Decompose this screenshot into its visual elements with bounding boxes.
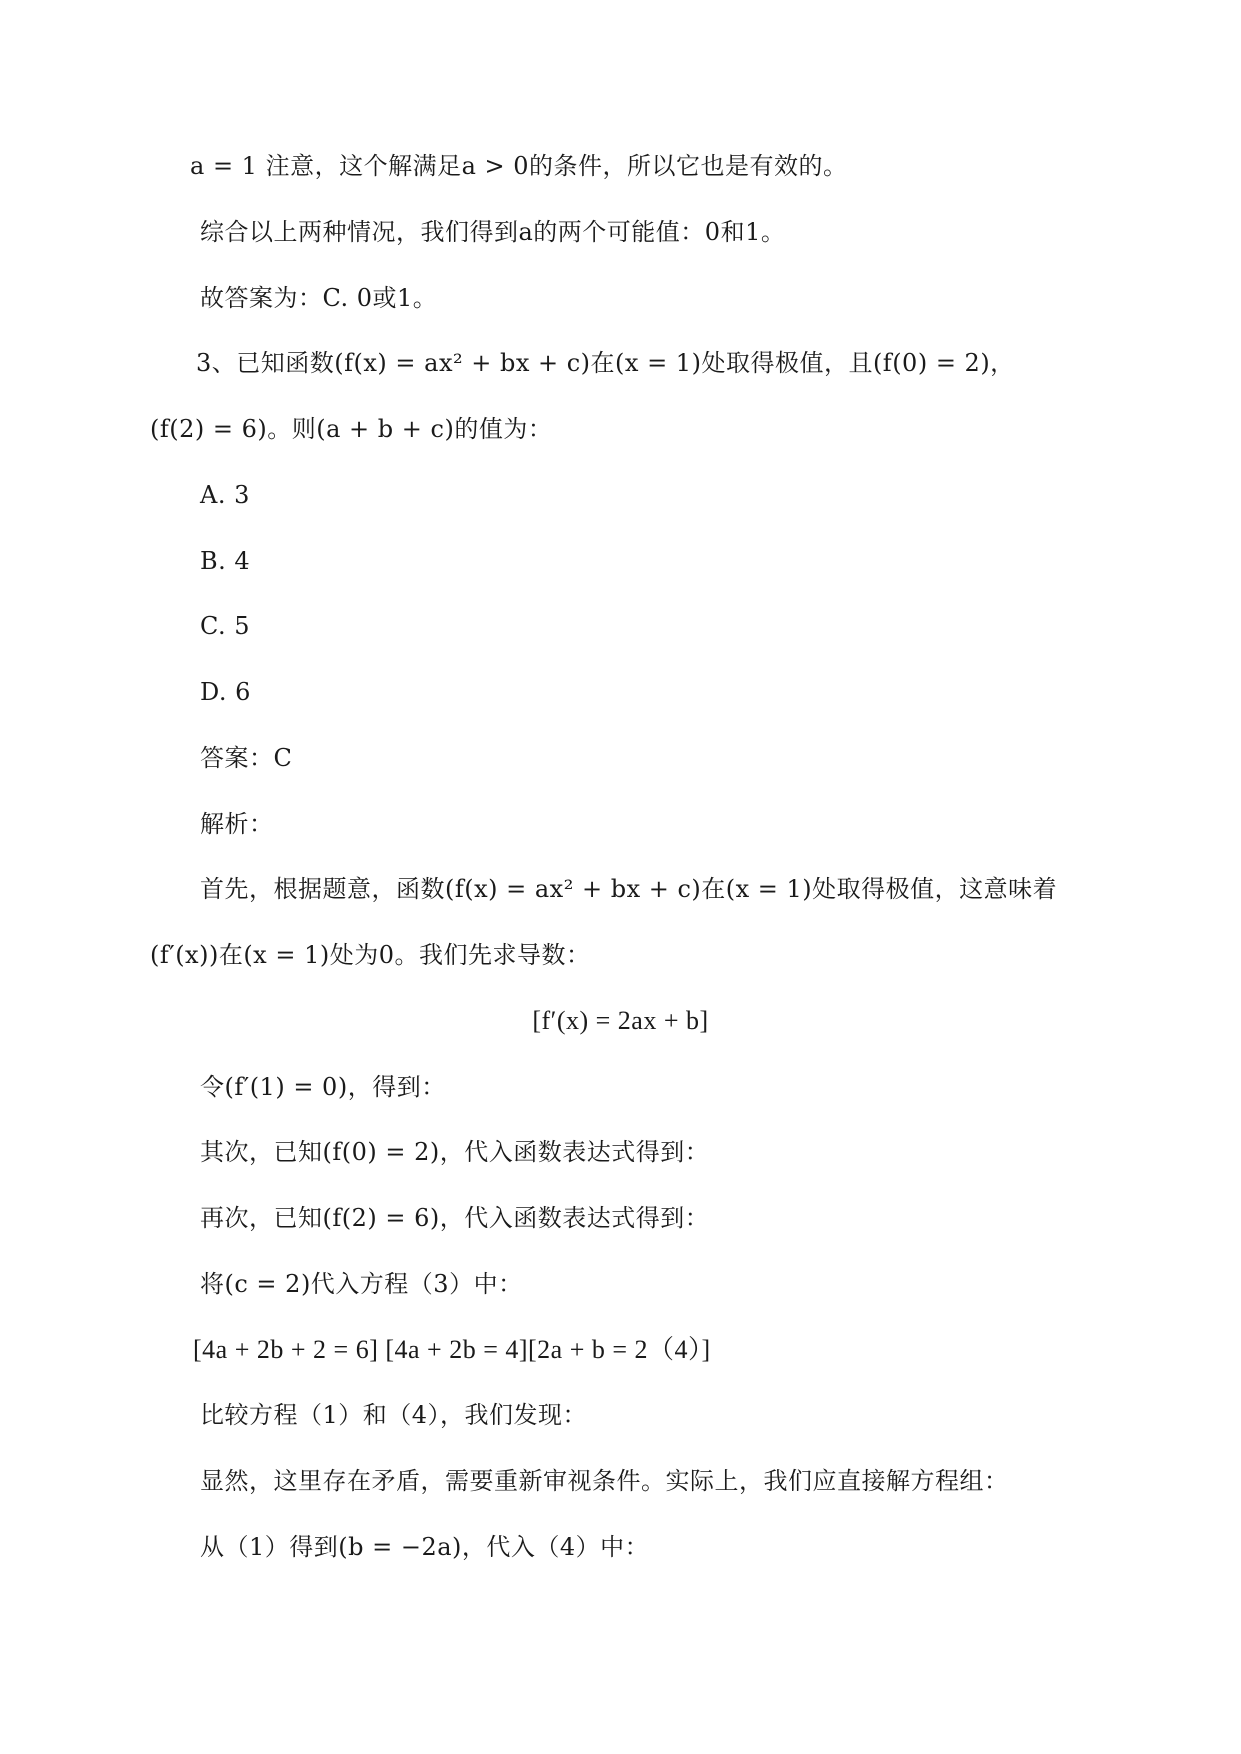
text-line-1: a = 1 注意，这个解满足a > 0的条件，所以它也是有效的。 (190, 152, 848, 180)
equation-line: [4a + 2b + 2 = 6] [4a + 2b = 4][2a + b = 2（4）] (193, 1335, 711, 1364)
analysis-line-6: 将(c = 2)代入方程（3）中： (200, 1270, 523, 1298)
option-d: D. 6 (200, 678, 251, 706)
option-a: A. 3 (200, 481, 250, 509)
option-c: C. 5 (200, 612, 251, 640)
analysis-line-1: 首先，根据题意，函数(f(x) = ax² + bx + c)在(x = 1)处取得极值，这意味着 (200, 875, 1058, 903)
analysis-line-4: 其次，已知(f(0) = 2)，代入函数表达式得到： (200, 1138, 710, 1166)
derivative-formula: [f′(x) = 2ax + b] (532, 1006, 709, 1035)
question-3-stem-line-2: (f(2) = 6)。则(a + b + c)的值为： (150, 415, 553, 443)
analysis-line-3: 令(f′(1) = 0)，得到： (200, 1073, 446, 1101)
analysis-line-7: 比较方程（1）和（4），我们发现： (200, 1401, 588, 1429)
answer-line: 答案：C (200, 744, 293, 772)
analysis-line-2: (f′(x))在(x = 1)处为0。我们先求导数： (150, 941, 591, 969)
analysis-line-9: 从（1）得到(b = −2a)，代入（4）中： (200, 1533, 650, 1561)
option-b: B. 4 (200, 547, 251, 575)
text-line-2: 综合以上两种情况，我们得到a的两个可能值：0和1。 (200, 218, 786, 246)
analysis-line-8: 显然，这里存在矛盾，需要重新审视条件。实际上，我们应直接解方程组： (200, 1467, 1009, 1495)
text-line-3: 故答案为：C. 0或1。 (200, 284, 438, 312)
question-3-stem-line-1: 3、已知函数(f(x) = ax² + bx + c)在(x = 1)处取得极值，且(f(0) = 2)， (196, 349, 1015, 377)
analysis-heading: 解析： (200, 810, 274, 838)
analysis-line-5: 再次，已知(f(2) = 6)，代入函数表达式得到： (200, 1204, 710, 1232)
